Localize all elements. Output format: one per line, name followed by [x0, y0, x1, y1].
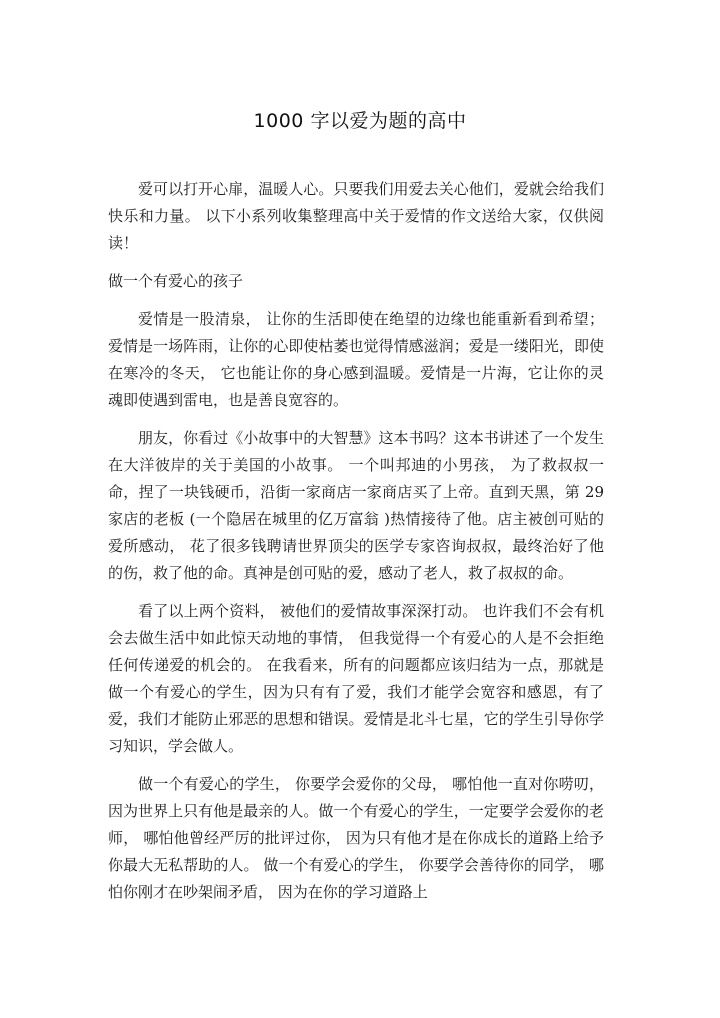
section-heading: 做一个有爱心的孩子 [108, 272, 244, 290]
document-body [108, 176, 604, 917]
body-paragraph: 看了以上两个资料， 被他们的爱情故事深深打动。 也许我们不会有机会去做生活中如此惊天动地的事情， 但我觉得一个有爱心的人是不会拒绝任何传递爱的机会的。 在我看来，所有的问题都应该归结为一点，那就是做一个有爱心的学生，因为只有有了爱，我们才能学会宽容和感恩，有了爱，我们才能防止邪恶的思想和错误。爱情是北斗七星，它的学生引导你学习知识，学会做人。 [108, 602, 604, 755]
body-paragraph: 做一个有爱心的学生， 你要学会爱你的父母， 哪怕他一直对你唠叨，因为世界上只有他是最亲的人。做一个有爱心的学生，一定要学会爱你的老师， 哪怕他曾经严厉的批评过你， 因为只有他才是在你成长的道路上给予你最大无私帮助的人。 做一个有爱心的学生， 你要学会善待你的同学， 哪怕你刚才在吵架闹矛盾， 因为在你的学习道路上 [108, 775, 604, 901]
document-title: 1000 字以爱为题的高中 [253, 110, 467, 132]
body-paragraph: 朋友，你看过《小故事中的大智慧》这本书吗？这本书讲述了一个发生在大洋彼岸的关于美国的小故事。 一个叫邦迪的小男孩， 为了救叔叔一命，捏了一块钱硬币，沿街一家商店一家商店买了上帝。直到天黑，第 29 家店的老板 (一个隐居在城里的亿万富翁 )热情接待了他。店主被创可贴的爱所感动， 花了很多钱聘请世界顶尖的医学专家咨询叔叔，最终治好了他的伤，救了他的命。真神是创可贴的爱，感动了老人，救了叔叔的命。 [108, 429, 604, 582]
body-paragraph: 爱情是一股清泉， 让你的生活即使在绝望的边缘也能重新看到希望；爱情是一场阵雨，让你的心即使枯萎也觉得情感滋润；爱是一缕阳光，即使在寒冷的冬天， 它也能让你的身心感到温暖。爱情是一片海，它让你的灵魂即使遇到雷电，也是善良宽容的。 [108, 310, 604, 409]
intro-paragraph: 爱可以打开心扉，温暖人心。只要我们用爱去关心他们，爱就会给我们快乐和力量。 以下小系列收集整理高中关于爱情的作文送给大家，仅供阅读！ [108, 180, 604, 252]
